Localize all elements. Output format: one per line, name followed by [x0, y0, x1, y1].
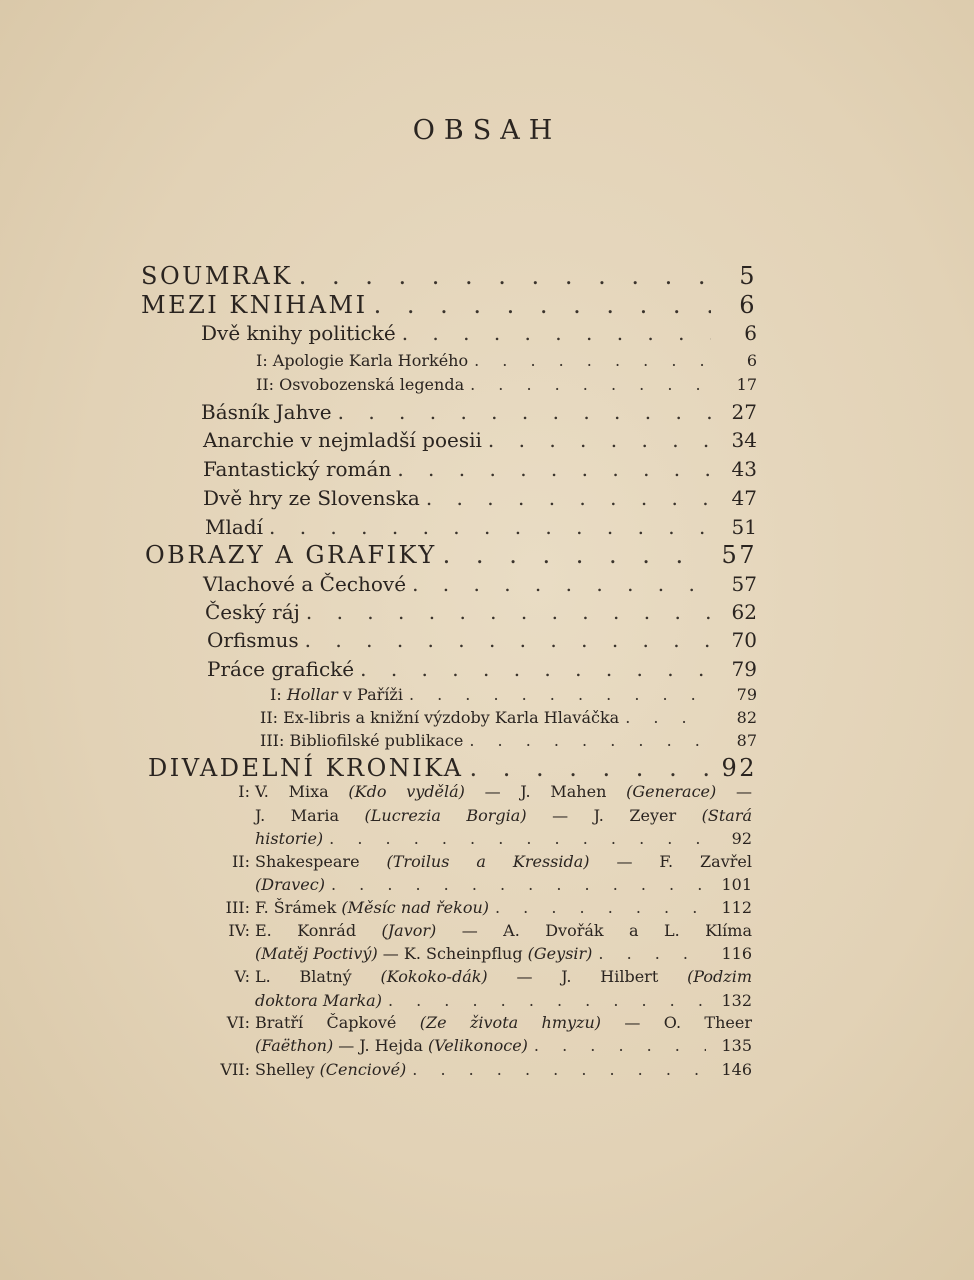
- author-text: Shelley: [255, 1060, 320, 1079]
- leader-dots: [426, 486, 711, 510]
- toc-entry-label: I: Apologie Karla Horkého: [256, 351, 469, 370]
- toc-page-number: 70: [731, 628, 757, 652]
- kronika-line-text: [255, 875, 325, 894]
- toc-page-number: 62: [731, 600, 757, 624]
- kronika-line: [255, 921, 752, 940]
- play-title: (Kokoko-dák): [380, 967, 488, 986]
- kronika-item-number: VI:: [226, 1013, 250, 1032]
- author-text: Shakespeare: [255, 852, 387, 871]
- toc-entry: [205, 600, 757, 624]
- author-text: — F. Zavřel: [589, 852, 752, 871]
- toc-page-number: 101: [721, 875, 752, 894]
- toc-page-number: 92: [721, 754, 757, 782]
- kronika-item-number: VII:: [220, 1060, 250, 1079]
- leader-dots: [338, 400, 711, 424]
- play-title: (Dravec): [255, 875, 325, 894]
- leader-dots: [306, 600, 711, 624]
- kronika-item-number: I:: [238, 782, 250, 801]
- author-text: — O. Theer: [601, 1013, 752, 1032]
- toc-entry: [260, 708, 757, 727]
- toc-entry: [270, 685, 757, 704]
- play-title: (Troilus a Kressida): [386, 852, 590, 871]
- toc-entry: [256, 351, 757, 370]
- toc-entry-label: Fantastický román: [203, 457, 392, 481]
- toc-page-number: 27: [731, 400, 757, 424]
- leader-dots: [360, 657, 711, 681]
- toc-entry-label: Český ráj: [205, 600, 300, 624]
- kronika-line: [255, 1060, 752, 1079]
- kronika-line: [255, 991, 752, 1010]
- toc-entry-text: v Paříži: [337, 685, 403, 704]
- toc-entry: [145, 541, 757, 569]
- leader-dots: [329, 829, 706, 848]
- author-text: Bratří Čapkové: [255, 1013, 420, 1032]
- play-title: (Ze života hmyzu): [419, 1013, 602, 1032]
- kronika-item-number: V:: [234, 967, 250, 986]
- toc-page-number: 47: [731, 486, 757, 510]
- author-text: — J. Hejda: [333, 1036, 428, 1055]
- toc-page-number: 57: [731, 572, 757, 596]
- kronika-line: [255, 806, 752, 825]
- toc-page-number: 79: [731, 657, 757, 681]
- play-title: historie): [255, 829, 324, 848]
- kronika-line: [255, 944, 752, 963]
- kronika-line-text: [255, 806, 752, 825]
- kronika-line-text: [255, 1013, 752, 1032]
- kronika-line-text: [255, 829, 323, 848]
- toc-entry-label: II: Ex-libris a knižní výzdoby Karla Hlaváčka: [260, 708, 620, 727]
- kronika-line-text: [255, 921, 752, 940]
- author-text: J. Maria: [255, 806, 365, 825]
- play-title: (Kdo vydělá): [348, 782, 465, 801]
- leader-dots: [331, 875, 706, 894]
- leader-dots: [534, 1036, 706, 1055]
- toc-entry-label: Básník Jahve: [201, 400, 332, 424]
- leader-dots: [305, 628, 711, 652]
- kronika-line: [255, 782, 752, 801]
- toc-page-number: 43: [731, 457, 757, 481]
- toc-entry-label: SOUMRAK: [141, 262, 293, 290]
- kronika-line: [255, 875, 752, 894]
- toc-entry-label: Dvě knihy politické: [201, 321, 396, 345]
- toc-entry: [205, 515, 757, 539]
- toc-page-number: 79: [736, 685, 757, 704]
- kronika-line: [255, 1013, 752, 1032]
- toc-entry: [203, 457, 757, 481]
- leader-dots: [374, 291, 711, 319]
- toc-page-number: 34: [731, 428, 757, 452]
- toc-entry-label: [270, 685, 403, 704]
- toc-entry: [141, 262, 757, 290]
- leader-dots: [488, 428, 711, 452]
- play-title: (Lucrezia Borgia): [364, 806, 527, 825]
- toc-entry-label: Práce grafické: [207, 657, 355, 681]
- toc-page-number: 51: [731, 515, 757, 539]
- kronika-line: [255, 1036, 752, 1055]
- leader-dots: [299, 262, 711, 290]
- play-title: (Generace): [626, 782, 717, 801]
- toc-page-number: 82: [736, 708, 757, 727]
- leader-dots: [625, 708, 711, 727]
- toc-entry: [256, 375, 757, 394]
- author-text: E. Konrád: [255, 921, 382, 940]
- kronika-line-text: [255, 967, 752, 986]
- kronika-line: [255, 852, 752, 871]
- toc-entry: [260, 731, 757, 750]
- leader-dots: [598, 944, 706, 963]
- toc-page-number: 92: [731, 829, 752, 848]
- author-text: V. Mixa: [255, 782, 349, 801]
- leader-dots: [388, 991, 706, 1010]
- toc-page-number: 5: [739, 262, 757, 290]
- leader-dots: [409, 685, 711, 704]
- toc-entry-label: Vlachové a Čechové: [203, 572, 407, 596]
- toc-entry-label: Mladí: [205, 515, 263, 539]
- author-text: L. Blatný: [255, 967, 381, 986]
- toc-entry-label: II: Osvobozenská legenda: [256, 375, 465, 394]
- kronika-line-text: [255, 782, 752, 801]
- kronika-line-text: [255, 898, 489, 917]
- play-title: (Cenciové): [319, 1060, 407, 1079]
- author-text: — J. Zeyer: [526, 806, 702, 825]
- play-title: (Stará: [701, 806, 753, 825]
- kronika-line: [255, 829, 752, 848]
- toc-entry: [141, 291, 757, 319]
- author-text: — J. Hilbert: [487, 967, 688, 986]
- toc-page-number: 116: [721, 944, 752, 963]
- author-text: — A. Dvořák a L. Klíma: [436, 921, 753, 940]
- leader-dots: [397, 457, 711, 481]
- leader-dots: [470, 754, 711, 782]
- author-text: — K. Scheinpflug: [377, 944, 528, 963]
- kronika-line-text: [255, 1036, 528, 1055]
- leader-dots: [443, 541, 711, 569]
- toc-entry: [207, 628, 757, 652]
- toc-page-number: 135: [721, 1036, 752, 1055]
- toc-entry-label: Dvě hry ze Slovenska: [203, 486, 420, 510]
- author-text: —: [716, 782, 752, 801]
- toc-page-number: 132: [721, 991, 752, 1010]
- kronika-line-text: [255, 1060, 406, 1079]
- toc-entry-label: DIVADELNÍ KRONIKA: [148, 754, 464, 782]
- toc-page-number: 17: [736, 375, 757, 394]
- play-title: (Javor): [381, 921, 437, 940]
- leader-dots: [269, 515, 711, 539]
- toc-page-number: 6: [739, 291, 757, 319]
- play-title: (Matěj Poctivý): [255, 944, 378, 963]
- toc-entry-label: III: Bibliofilské publikace: [260, 731, 464, 750]
- toc-page-number: 6: [746, 351, 757, 370]
- toc-entry-label: MEZI KNIHAMI: [141, 291, 368, 319]
- leader-dots: [412, 572, 711, 596]
- kronika-line-text: [255, 991, 382, 1010]
- kronika-item-number: II:: [231, 852, 250, 871]
- toc-page-number: 57: [721, 541, 757, 569]
- toc-entry-italic: Hollar: [286, 685, 338, 704]
- toc-entry: [203, 486, 757, 510]
- play-title: (Faëthon): [255, 1036, 334, 1055]
- kronika-line-text: [255, 944, 592, 963]
- toc-page-number: 146: [721, 1060, 752, 1079]
- kronika-line: [255, 967, 752, 986]
- toc-entry-label: OBRAZY A GRAFIKY: [145, 541, 437, 569]
- toc-page-number: 6: [744, 321, 757, 345]
- play-title: (Měsíc nad řekou): [341, 898, 489, 917]
- leader-dots: [474, 351, 711, 370]
- leader-dots: [402, 321, 711, 345]
- toc-entry-label: Orfismus: [207, 628, 299, 652]
- leader-dots: [412, 1060, 706, 1079]
- kronika-item-number: III:: [225, 898, 250, 917]
- toc-entry: [203, 572, 757, 596]
- leader-dots: [469, 731, 711, 750]
- page-title: OBSAH: [412, 115, 562, 146]
- author-text: — J. Mahen: [464, 782, 627, 801]
- toc-page-number: 87: [736, 731, 757, 750]
- play-title: (Podzim: [687, 967, 753, 986]
- leader-dots: [470, 375, 711, 394]
- toc-page-number: 112: [721, 898, 752, 917]
- toc-entry: [201, 321, 757, 345]
- kronika-line: [255, 898, 752, 917]
- kronika-item-number: IV:: [228, 921, 250, 940]
- toc-entry: [207, 657, 757, 681]
- toc-entry: [148, 754, 757, 782]
- toc-entry-number: I:: [270, 685, 282, 704]
- toc-entry-label: Anarchie v nejmladší poesii: [203, 428, 482, 452]
- leader-dots: [495, 898, 706, 917]
- kronika-line-text: [255, 852, 752, 871]
- toc-entry: [203, 428, 757, 452]
- author-text: F. Šrámek: [255, 898, 342, 917]
- play-title: (Velikonoce): [427, 1036, 528, 1055]
- toc-entry: [201, 400, 757, 424]
- play-title: (Geysir): [527, 944, 593, 963]
- play-title: doktora Marka): [255, 991, 382, 1010]
